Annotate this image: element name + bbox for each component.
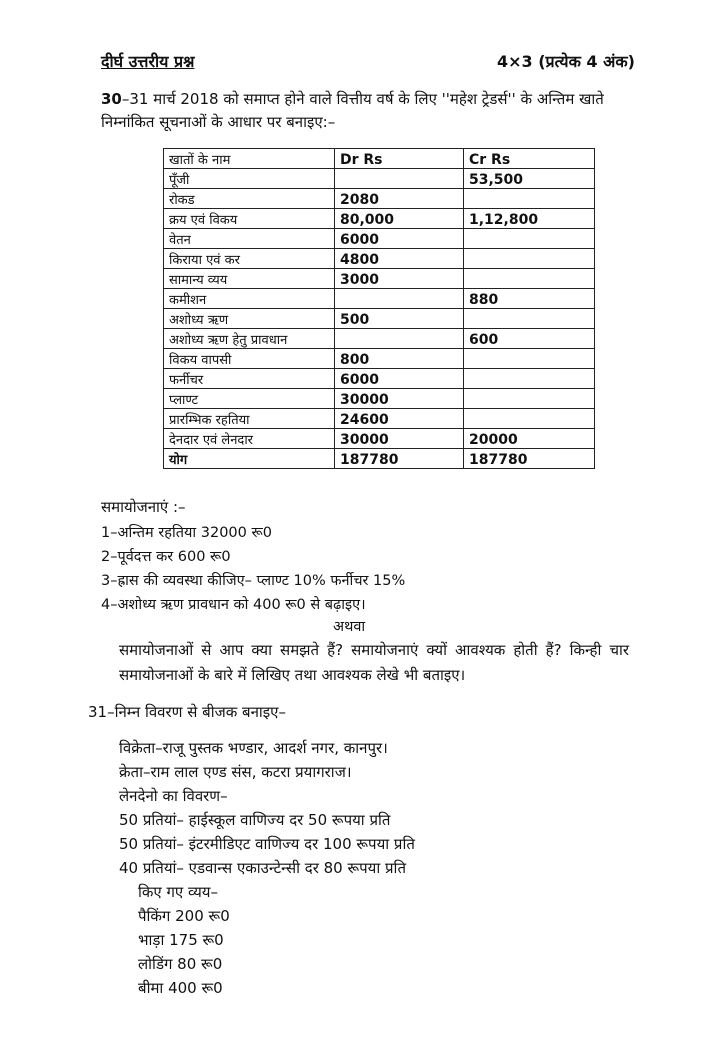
expenses-title: किए गए व्यय– — [138, 883, 219, 901]
table-row — [164, 409, 595, 429]
adjustment-item: 3–ह्रास की व्यवस्था कीजिए– प्लाण्ट 10% फर्नीचर 15% — [101, 573, 406, 589]
credit-amount: 600 — [464, 329, 595, 349]
table-row — [164, 269, 595, 289]
debit-amount: 800 — [335, 349, 464, 369]
expense-item: लोडिंग 80 रू0 — [138, 955, 223, 973]
table-row — [164, 309, 595, 329]
seller-line: विक्रेता–राजू पुस्तक भण्डार, आदर्श नगर, कानपुर। — [119, 739, 388, 757]
debit-amount: 30000 — [335, 429, 464, 449]
table-row — [164, 289, 595, 309]
credit-amount — [464, 389, 595, 409]
section-heading: दीर्घ उत्तरीय प्रश्न — [101, 52, 195, 71]
table-row — [164, 429, 595, 449]
debit-amount: 6000 — [335, 369, 464, 389]
question-number: 30 — [101, 90, 122, 108]
account-name: प्रारम्भिक रहतिया — [164, 409, 335, 429]
account-name: विकय वापसी — [164, 349, 335, 369]
account-name: वेतन — [164, 229, 335, 249]
adjustment-item: 4–अशोध्य ऋण प्रावधान को 400 रू0 से बढ़ाइए। — [101, 597, 366, 613]
header-debit: Dr Rs — [335, 149, 464, 169]
header-account-name: खातों के नाम — [164, 149, 335, 169]
table-header-row — [164, 149, 595, 169]
adjustment-item: 2–पूर्वदत्त कर 600 रू0 — [101, 549, 231, 565]
account-name: रोकड — [164, 189, 335, 209]
account-name: किराया एवं कर — [164, 249, 335, 269]
account-name: कमीशन — [164, 289, 335, 309]
question-30 — [101, 88, 631, 134]
debit-amount: 3000 — [335, 269, 464, 289]
adjustment-item: 1–अन्तिम रहतिया 32000 रू0 — [101, 525, 272, 541]
account-name: प्लाण्ट — [164, 389, 335, 409]
credit-amount — [464, 349, 595, 369]
trial-balance-table — [163, 148, 595, 469]
expense-item: बीमा 400 रू0 — [138, 979, 223, 997]
credit-amount — [464, 229, 595, 249]
details-title: लेनदेनो का विवरण– — [119, 787, 228, 805]
table-row — [164, 369, 595, 389]
debit-amount: 500 — [335, 309, 464, 329]
credit-amount: 53,500 — [464, 169, 595, 189]
credit-amount — [464, 409, 595, 429]
header-credit: Cr Rs — [464, 149, 595, 169]
debit-amount: 4800 — [335, 249, 464, 269]
table-row — [164, 229, 595, 249]
credit-amount: 1,12,800 — [464, 209, 595, 229]
total-credit: 187780 — [464, 449, 595, 469]
account-name: क्रय एवं विकय — [164, 209, 335, 229]
debit-amount: 2080 — [335, 189, 464, 209]
account-name: देनदार एवं लेनदार — [164, 429, 335, 449]
credit-amount — [464, 269, 595, 289]
expense-item: पैकिंग 200 रू0 — [138, 907, 230, 925]
account-name: अशोध्य ऋण — [164, 309, 335, 329]
credit-amount — [464, 249, 595, 269]
expense-item: भाड़ा 175 रू0 — [138, 931, 224, 949]
debit-amount — [335, 289, 464, 309]
total-label: योग — [164, 449, 335, 469]
detail-item: 50 प्रतियां– हाईस्कूल वाणिज्य दर 50 रूपया प्रति — [119, 811, 391, 829]
account-name: अशोध्य ऋण हेतु प्रावधान — [164, 329, 335, 349]
table-row — [164, 189, 595, 209]
question-31: 31–निम्न विवरण से बीजक बनाइए– — [88, 703, 286, 721]
credit-amount: 880 — [464, 289, 595, 309]
detail-item: 50 प्रतियां– इंटरमीडिएट वाणिज्य दर 100 रूपया प्रति — [119, 835, 415, 853]
table-row — [164, 389, 595, 409]
adjustments-title: समायोजनाएं :– — [101, 498, 186, 516]
table-row — [164, 169, 595, 189]
credit-amount — [464, 309, 595, 329]
or-separator: अथवा — [333, 619, 366, 635]
debit-amount — [335, 329, 464, 349]
table-row — [164, 329, 595, 349]
total-debit: 187780 — [335, 449, 464, 469]
debit-amount: 6000 — [335, 229, 464, 249]
buyer-line: क्रेता–राम लाल एण्ड संस, कटरा प्रयागराज। — [119, 763, 352, 781]
account-name: फर्नीचर — [164, 369, 335, 389]
credit-amount: 20000 — [464, 429, 595, 449]
table-row — [164, 249, 595, 269]
debit-amount: 30000 — [335, 389, 464, 409]
detail-item: 40 प्रतियां– एडवान्स एकाउन्टेन्सी दर 80 रूपया प्रति — [119, 859, 406, 877]
table-row — [164, 349, 595, 369]
table-row — [164, 209, 595, 229]
table-total-row — [164, 449, 595, 469]
account-name: पूँजी — [164, 169, 335, 189]
question-30-text: –31 मार्च 2018 को समाप्त होने वाले वित्तीय वर्ष के लिए ''महेश ट्रेडर्स'' के अन्तिम खाते निम्नांकित सूचनाओं के आधार पर बनाइए:– — [101, 90, 604, 131]
debit-amount: 80,000 — [335, 209, 464, 229]
alternative-question: समायोजनाओं से आप क्या समझते हैं? समायोजनाएं क्यों आवश्यक होती हैं? किन्ही चार समायोजनाओं के बारे में लिखिए तथा आवश्यक लेखे भी बताइए। — [119, 641, 629, 684]
credit-amount — [464, 369, 595, 389]
marks-scheme: 4×3 (प्रत्येक 4 अंक) — [497, 52, 635, 71]
account-name: सामान्य व्यय — [164, 269, 335, 289]
debit-amount: 24600 — [335, 409, 464, 429]
credit-amount — [464, 189, 595, 209]
debit-amount — [335, 169, 464, 189]
